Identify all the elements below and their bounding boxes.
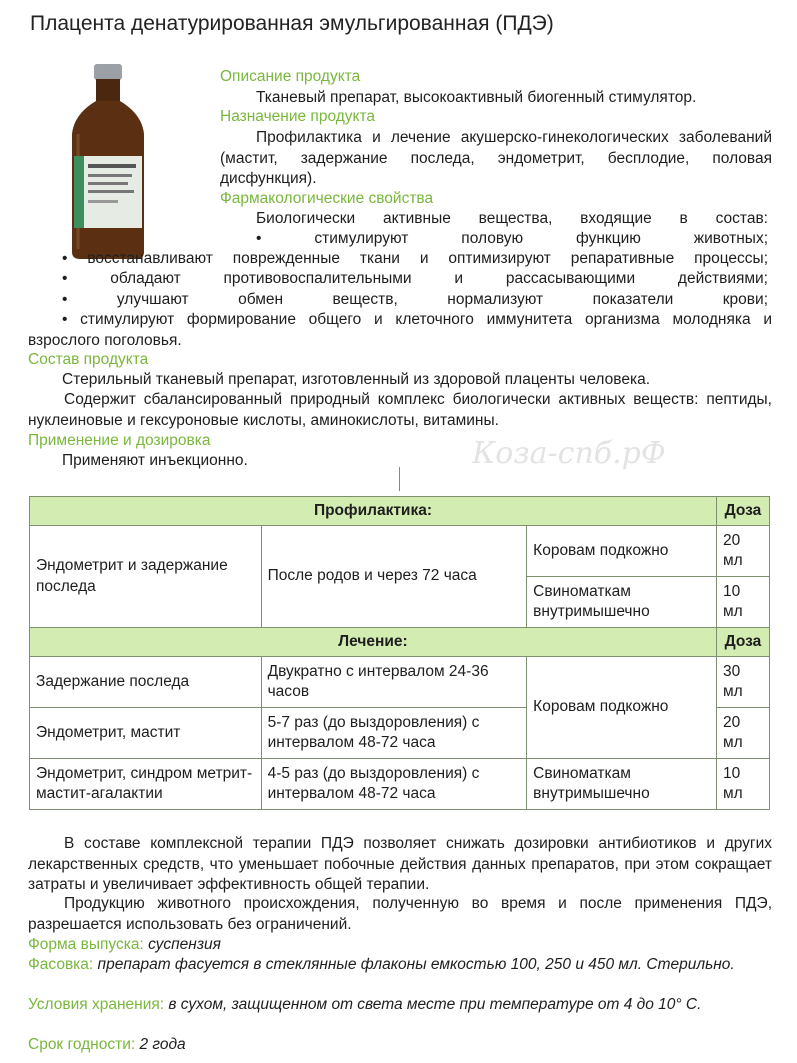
- treat-timing-cell: Двукратно с интервалом 24-36 часов: [261, 657, 527, 708]
- dose-header: Доза: [716, 497, 769, 526]
- prev-dose-cell: 10 мл: [716, 577, 769, 628]
- pack-value: препарат фасуется в стеклянные флаконы емкостью 100, 250 и 450 мл. Стерильно.: [97, 956, 735, 973]
- medicine-bottle-image: [64, 64, 152, 260]
- usage-text: Применяют инъекционно.: [62, 452, 248, 469]
- prev-dose-cell: 20 мл: [716, 526, 769, 577]
- form-line: [28, 935, 221, 956]
- storage-line: [28, 995, 776, 1016]
- treatment-header: Лечение:: [30, 628, 717, 657]
- pack-label: Фасовка:: [28, 956, 94, 973]
- composition-text-2: Содержит сбалансированный природный комплекс биологически активных веществ: пептиды, нуклеиновые и гексуроновые кислоты, аминокислоты, витамины.: [28, 391, 772, 429]
- prevention-header: Профилактика:: [30, 497, 717, 526]
- dosage-table: [29, 496, 770, 810]
- treatment-header-row: [30, 628, 770, 657]
- text-cursor-marker: [399, 467, 400, 491]
- treat-condition-cell: Эндометрит, синдром метрит-мастит-агалактии: [30, 759, 262, 810]
- prevention-header-row: [30, 497, 770, 526]
- treat-route-cell: Свиноматкам внутримышечно: [527, 759, 717, 810]
- purpose-heading: Назначение продукта: [220, 108, 376, 125]
- treat-condition-cell: Эндометрит, мастит: [30, 708, 262, 759]
- composition-heading: Состав продукта: [28, 351, 149, 368]
- description-heading: Описание продукта: [220, 68, 361, 85]
- shelf-value: 2 года: [139, 1036, 186, 1053]
- prev-condition-cell: Эндометрит и задержание последа: [30, 526, 262, 628]
- storage-label: Условия хранения:: [28, 996, 165, 1013]
- watermark: Коза-спб.рФ: [472, 436, 666, 471]
- form-label: Форма выпуска:: [28, 936, 144, 953]
- shelf-label: Срок годности:: [28, 1036, 136, 1053]
- pharm-bullet-2: • восстанавливают поврежденные ткани и оптимизируют репаративные процессы;: [62, 250, 768, 267]
- composition-text-1: Стерильный тканевый препарат, изготовленный из здоровой плаценты человека.: [62, 371, 651, 388]
- footer-paragraph-1: В составе комплексной терапии ПДЭ позволяет снижать дозировки антибиотиков и других лекарственных средств, что уменьшает побочные действия данных препаратов, при этом сокращает затраты и увеличивает эффективность общей терапии.: [28, 835, 772, 893]
- pharm-bullet-1: • стимулируют половую функцию животных;: [256, 230, 768, 247]
- pharm-heading: Фармакологические свойства: [220, 190, 434, 207]
- prev-route-cell: Коровам подкожно: [527, 526, 717, 577]
- shelf-line: [28, 1035, 186, 1056]
- treat-timing-cell: 5-7 раз (до выздоровления) с интервалом 48-72 часа: [261, 708, 527, 759]
- table-row: [30, 759, 770, 810]
- table-row: [30, 657, 770, 708]
- treat-condition-cell: Задержание последа: [30, 657, 262, 708]
- table-row: [30, 526, 770, 577]
- pharm-bullet-3: • обладают противовоспалительными и рассасывающими действиями;: [62, 270, 768, 287]
- pharm-bullet-4: • улучшают обмен веществ, нормализуют показатели крови;: [62, 291, 768, 308]
- description-text: Тканевый препарат, высокоактивный биогенный стимулятор.: [256, 89, 697, 106]
- treat-route-cell: Коровам подкожно: [527, 657, 717, 759]
- purpose-text: Профилактика и лечение акушерско-гинекологических заболеваний (мастит, задержание последа, эндометрит, бесплодие, половая дисфункция).: [220, 129, 772, 187]
- storage-value: в сухом, защищенном от света месте при температуре от 4 до 10° С.: [168, 996, 702, 1013]
- prev-timing-cell: После родов и через 72 часа: [261, 526, 527, 628]
- pharm-intro: Биологически активные вещества, входящие в состав:: [256, 210, 768, 227]
- dose-header: Доза: [716, 628, 769, 657]
- treat-dose-cell: 30 мл: [716, 657, 769, 708]
- pack-line: [28, 955, 768, 976]
- usage-heading: Применение и дозировка: [28, 432, 211, 449]
- form-value: суспензия: [148, 936, 221, 953]
- footer-paragraph-2: Продукцию животного происхождения, полученную во время и после применения ПДЭ, разрешается использовать без ограничений.: [28, 895, 772, 933]
- pharm-bullet-5: • стимулируют формирование общего и клеточного иммунитета организма молодняка и взрослого поголовья.: [28, 311, 772, 349]
- page-title: Плацента денатурированная эмульгированная (ПДЭ): [30, 12, 554, 35]
- treat-dose-cell: 20 мл: [716, 708, 769, 759]
- treat-dose-cell: 10 мл: [716, 759, 769, 810]
- prev-route-cell: Свиноматкам внутримышечно: [527, 577, 717, 628]
- treat-timing-cell: 4-5 раз (до выздоровления) с интервалом 48-72 часа: [261, 759, 527, 810]
